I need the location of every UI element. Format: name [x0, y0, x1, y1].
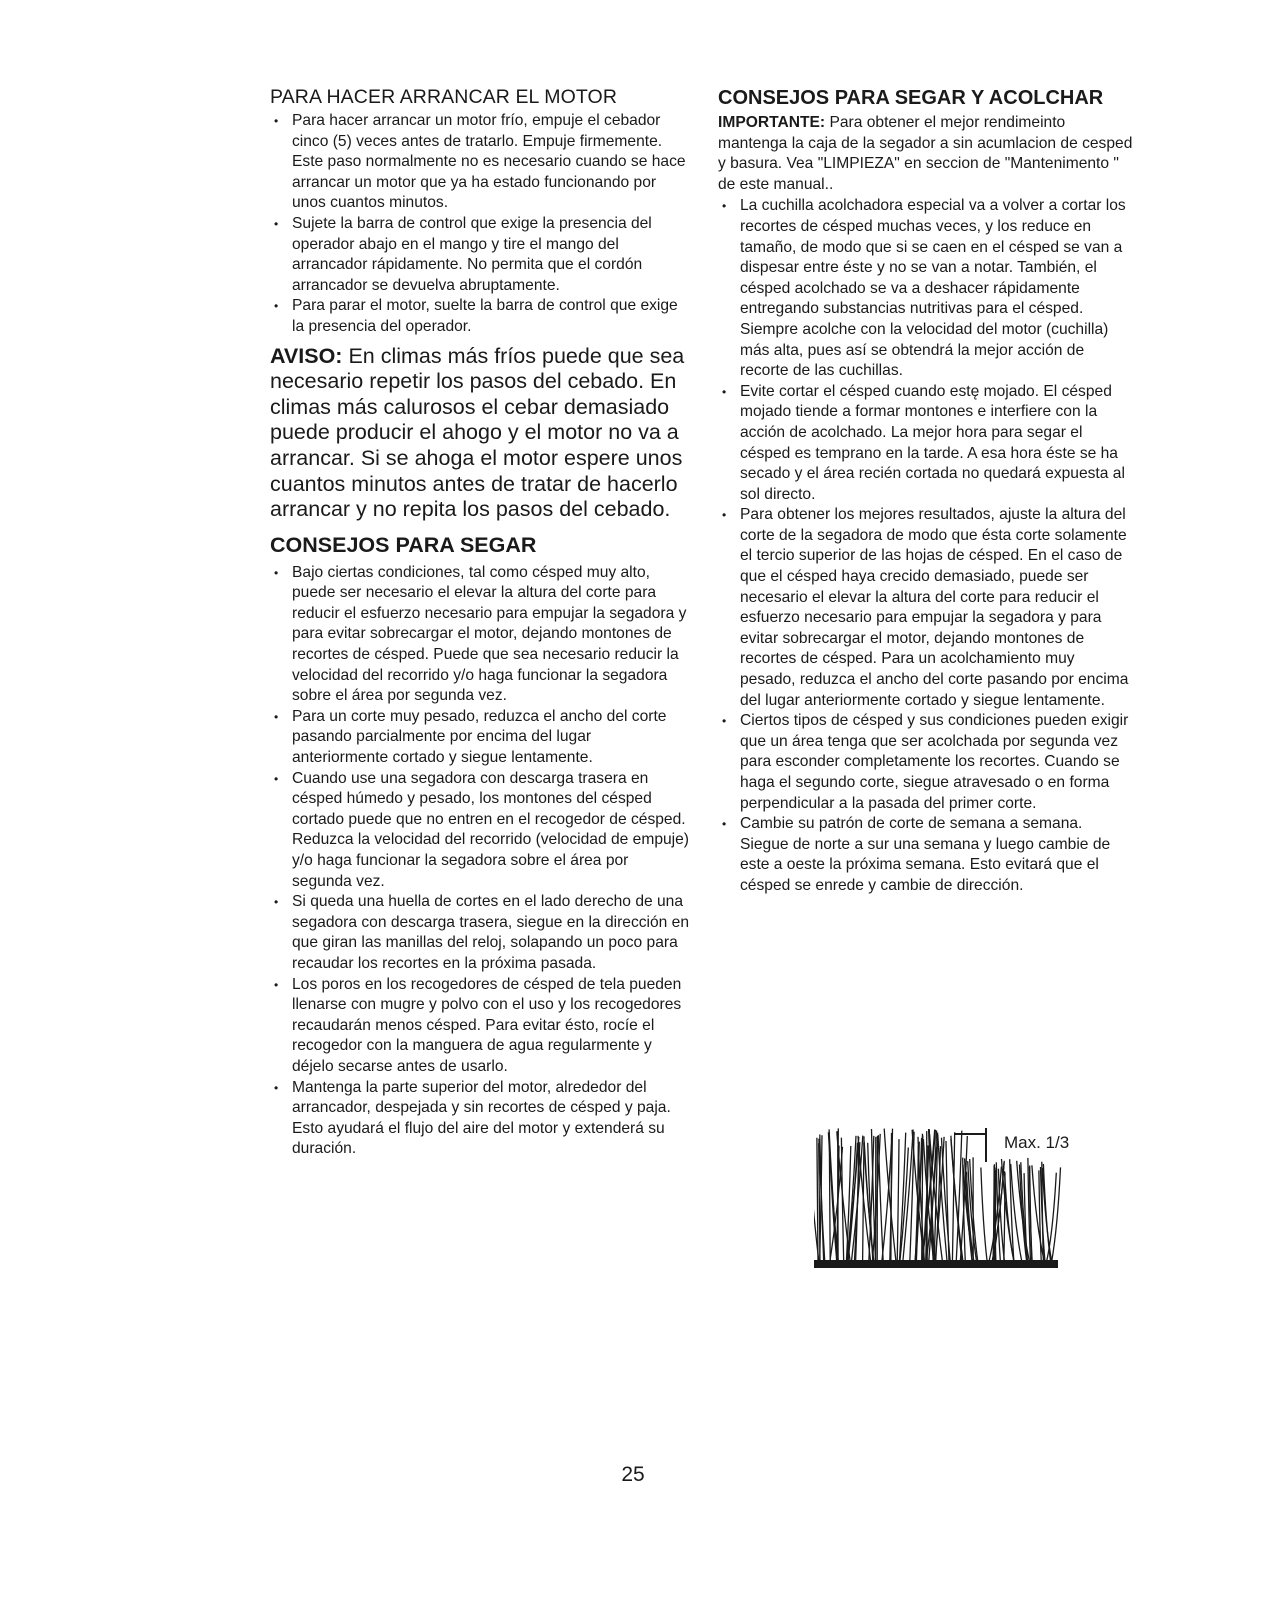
mowing-tips-heading: CONSEJOS PARA SEGAR [270, 532, 537, 557]
left-column [270, 86, 690, 1160]
list-item: • Para obtener los mejores resultados, ajuste la altura del corte de la segadora de modo que ésta corte solamente el tercio superior de las hojas de césped. En el caso de que el césped haya crecido demasiado, puede ser necesario el elevar la altura del corte para reducir el esfuerzo necesario para empujar la segadora y para evitar sobrecargar el motor, dejando montones de recortes de césped. Para un acolchamiento muy pesado, reduzca el ancho del corte pasando por encima del lugar anteriormente cortado y siegue lentamente. [718, 505, 1133, 711]
right-column [718, 86, 1133, 897]
height-bracket [954, 1134, 986, 1154]
grass-blade [946, 1141, 949, 1262]
grass-blade [952, 1132, 954, 1262]
list-item: • Bajo ciertas condiciones, tal como césped muy alto, puede ser necesario el elevar la altura del corte para reducir el esfuerzo necesario para empujar la segadora y para evitar sobrecargar el motor, dejando montones de recortes de césped. Puede que sea necesario reducir la velocidad del recorrido y/o haga funcionar la segadora sobre el área por segunda vez. [270, 563, 690, 707]
grass-blade [981, 1168, 987, 1263]
grass-blade [897, 1139, 899, 1262]
grass-blade [927, 1131, 928, 1262]
important-text: Para obtener el mejor rendimeinto mantenga la caja de la segador a sin acumlacion de cesped y basura. Vea "LIMPIEZA" en seccion de "Mantenimento " de este manual.. [718, 114, 1133, 193]
start-engine-list [270, 111, 690, 338]
mulching-tips-list [718, 196, 1133, 896]
aviso-label: AVISO: [270, 343, 343, 368]
list-item: • Cuando use una segadora con descarga trasera en césped húmedo y pesado, los montones del césped cortado puede que no entren en el recogedor de césped. Reduzca la velocidad del recorrido (velocidad de empuje) y/o haga funcionar la segadora sobre el área por segunda vez. [270, 769, 690, 893]
aviso-text: En climas más fríos puede que sea necesario repetir los pasos del cebado. En climas más calurosos el cebar demasiado puede producir el ahogo y el motor no va a arrancar. Si se ahoga el motor espere unos cuantos minutos antes de tratar de hacerlo arrancar y no repita los pasos del cebado. [270, 343, 685, 522]
grass-blade [847, 1136, 856, 1262]
list-item: • Para hacer arrancar un motor frío, empuje el cebador cinco (5) veces antes de tratarlo. Empuje firmemente. Este paso normalmente no es necesario cuando se hace arrancar un motor que ya ha estado funcionando por unos cuantos minutos. [270, 111, 690, 214]
start-engine-heading: PARA HACER ARRANCAR EL MOTOR [270, 86, 618, 108]
page-number: 25 [621, 1463, 645, 1486]
list-item: • Cambie su patrón de corte de semana a semana. Siegue de norte a sur una semana y luego cambie de este a oeste la próxima semana. Esto evitará que el césped se enrede y cambie de dirección. [718, 814, 1133, 896]
list-item: • Para un corte muy pesado, reduzca el ancho del corte pasando parcialmente por encima del lugar anteriormente cortado y siegue lentamente. [270, 707, 690, 769]
list-item: • Evite cortar el césped cuando estę mojado. El césped mojado tiende a formar montones e interfiere con la acción de acolchado. La mejor hora para segar el césped es temprano en la tarde. A esa hora éste se ha secado y el área recién cortada no quedará expuesta al sol directo. [718, 382, 1133, 506]
grass-blade [891, 1133, 892, 1262]
aviso-note [270, 344, 690, 523]
list-item: • La cuchilla acolchadora especial va a volver a cortar los recortes de césped muchas veces, y los reduce en tamaño, de modo que si se caen en el césped se van a dispesar entre éste y no se van a notar. También, el césped acolchado se va a deshacer rápidamente entregando substancias nutritivas para el césped. Siempre acolche con la velocidad del motor (cuchilla) más alta, pues así se obtendrá la mejor acción de recorte de las cuchillas. [718, 196, 1133, 381]
grass-blade [916, 1146, 918, 1262]
max-one-third-label: Max. 1/3 [1004, 1133, 1070, 1152]
grass-blade [878, 1135, 883, 1262]
list-item: • Los poros en los recogedores de césped de tela pueden llenarse con mugre y polvo con el uso y los recogedores recaudarán menos césped. Para evitar ésto, rocíe el recogedor con la manguera de agua regularmente y déjelo secarse antes de usarlo. [270, 975, 690, 1078]
important-note [718, 113, 1133, 195]
list-item: • Sujete la barra de control que exige la presencia del operador abajo en el mango y tire el mango del arrancador rápidamente. No permita que el cordón arrancador se devuelva abruptamente. [270, 214, 690, 296]
mowing-tips-list [270, 563, 690, 1160]
grass-blade [993, 1166, 994, 1263]
list-item: • Para parar el motor, suelte la barra de control que exige la presencia del operador. [270, 296, 690, 337]
mulching-tips-heading: CONSEJOS PARA SEGAR Y ACOLCHAR [718, 87, 1104, 109]
list-item: • Mantenga la parte superior del motor, alrededor del arrancador, despejada y sin recortes de césped y paja. Esto ayudará el flujo del aire del motor y extenderá su duración. [270, 1078, 690, 1160]
list-item: • Ciertos tipos de césped y sus condiciones pueden exigir que un área tenga que ser acolchada por segunda vez para esconder completamente los recortes. Cuando se haga el segundo corte, siegue atravesado o en forma perpendicular a la pasada del primer corte. [718, 711, 1133, 814]
ground-strip [814, 1260, 1058, 1268]
list-item: • Si queda una huella de cortes en el lado derecho de una segadora con descarga trasera, siegue en la dirección en que giran las manillas del reloj, solapando un poco para recaudar los recortes en la próxima pasada. [270, 892, 690, 974]
important-label: IMPORTANTE: [718, 114, 826, 131]
grass-blade [1047, 1173, 1057, 1262]
